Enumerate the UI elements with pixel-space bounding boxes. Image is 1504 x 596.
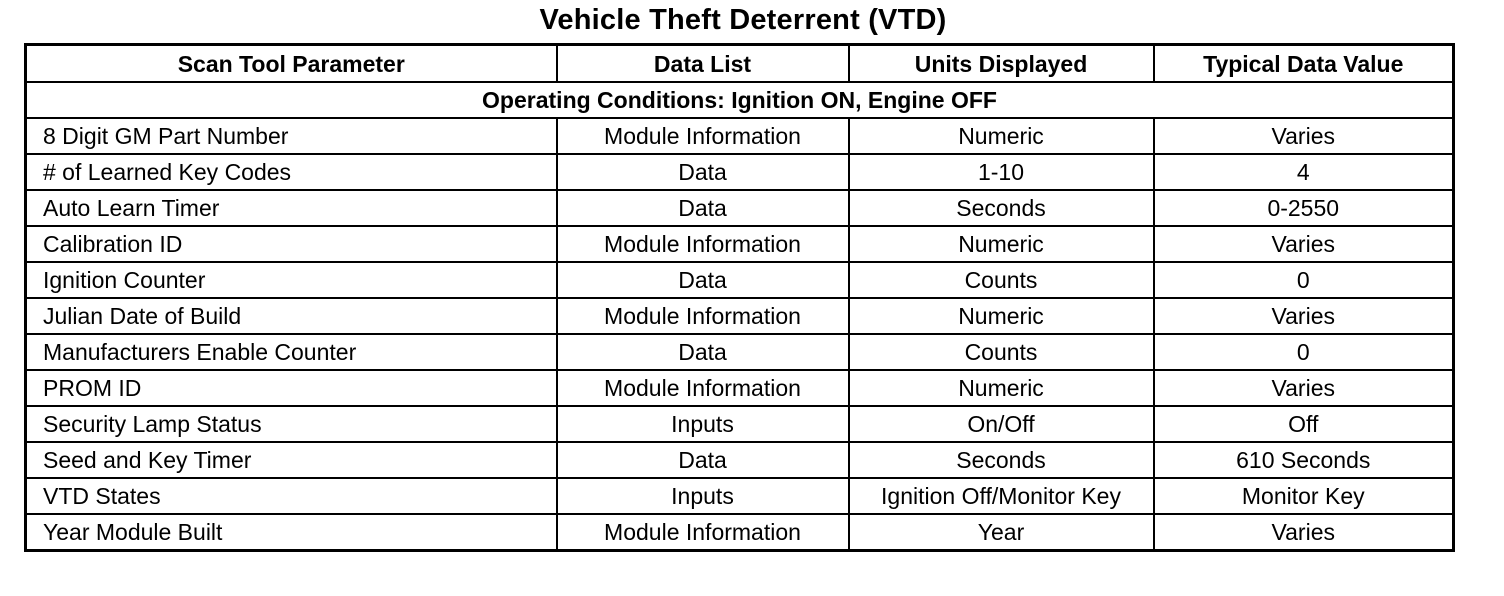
parameter-cell: 8 Digit GM Part Number <box>26 118 557 154</box>
typical-value-cell: Varies <box>1154 226 1454 262</box>
typical-value-cell: 610 Seconds <box>1154 442 1454 478</box>
parameter-cell: Year Module Built <box>26 514 557 551</box>
table-row <box>26 190 1454 226</box>
typical-value-cell: 0-2550 <box>1154 190 1454 226</box>
table-row <box>26 262 1454 298</box>
units-cell: Seconds <box>849 442 1154 478</box>
data-list-cell: Data <box>557 334 849 370</box>
data-list-cell: Data <box>557 190 849 226</box>
data-list-cell: Module Information <box>557 514 849 551</box>
header-typical-data-value: Typical Data Value <box>1154 45 1454 83</box>
parameter-cell: PROM ID <box>26 370 557 406</box>
data-list-cell: Module Information <box>557 118 849 154</box>
data-list-cell: Data <box>557 154 849 190</box>
table-row <box>26 514 1454 551</box>
units-cell: Counts <box>849 334 1154 370</box>
table-header-row <box>26 45 1454 83</box>
units-cell: Numeric <box>849 298 1154 334</box>
units-cell: Numeric <box>849 370 1154 406</box>
units-cell: Counts <box>849 262 1154 298</box>
table-row <box>26 118 1454 154</box>
parameter-cell: Ignition Counter <box>26 262 557 298</box>
typical-value-cell: Off <box>1154 406 1454 442</box>
header-units-displayed: Units Displayed <box>849 45 1154 83</box>
header-data-list: Data List <box>557 45 849 83</box>
units-cell: Ignition Off/Monitor Key <box>849 478 1154 514</box>
units-cell: 1-10 <box>849 154 1154 190</box>
vtd-data-table <box>24 43 1455 552</box>
parameter-cell: Calibration ID <box>26 226 557 262</box>
page-title: Vehicle Theft Deterrent (VTD) <box>539 4 947 36</box>
typical-value-cell: 0 <box>1154 334 1454 370</box>
table-row <box>26 154 1454 190</box>
parameter-cell: # of Learned Key Codes <box>26 154 557 190</box>
typical-value-cell: Varies <box>1154 298 1454 334</box>
typical-value-cell: 0 <box>1154 262 1454 298</box>
table-row <box>26 478 1454 514</box>
table-row <box>26 370 1454 406</box>
operating-conditions-row <box>26 82 1454 118</box>
data-list-cell: Inputs <box>557 406 849 442</box>
parameter-cell: Seed and Key Timer <box>26 442 557 478</box>
data-list-cell: Module Information <box>557 226 849 262</box>
table-row <box>26 334 1454 370</box>
typical-value-cell: Varies <box>1154 370 1454 406</box>
typical-value-cell: Varies <box>1154 514 1454 551</box>
table-row <box>26 226 1454 262</box>
units-cell: Numeric <box>849 226 1154 262</box>
parameter-cell: Julian Date of Build <box>26 298 557 334</box>
units-cell: On/Off <box>849 406 1154 442</box>
parameter-cell: Manufacturers Enable Counter <box>26 334 557 370</box>
typical-value-cell: 4 <box>1154 154 1454 190</box>
parameter-cell: VTD States <box>26 478 557 514</box>
data-list-cell: Inputs <box>557 478 849 514</box>
typical-value-cell: Varies <box>1154 118 1454 154</box>
table-row <box>26 298 1454 334</box>
units-cell: Seconds <box>849 190 1154 226</box>
parameter-cell: Security Lamp Status <box>26 406 557 442</box>
data-list-cell: Data <box>557 262 849 298</box>
data-list-cell: Module Information <box>557 298 849 334</box>
operating-conditions: Operating Conditions: Ignition ON, Engine OFF <box>26 82 1454 118</box>
header-scan-tool-parameter: Scan Tool Parameter <box>26 45 557 83</box>
data-list-cell: Module Information <box>557 370 849 406</box>
units-cell: Year <box>849 514 1154 551</box>
typical-value-cell: Monitor Key <box>1154 478 1454 514</box>
units-cell: Numeric <box>849 118 1154 154</box>
table-row <box>26 442 1454 478</box>
table-row <box>26 406 1454 442</box>
data-list-cell: Data <box>557 442 849 478</box>
parameter-cell: Auto Learn Timer <box>26 190 557 226</box>
